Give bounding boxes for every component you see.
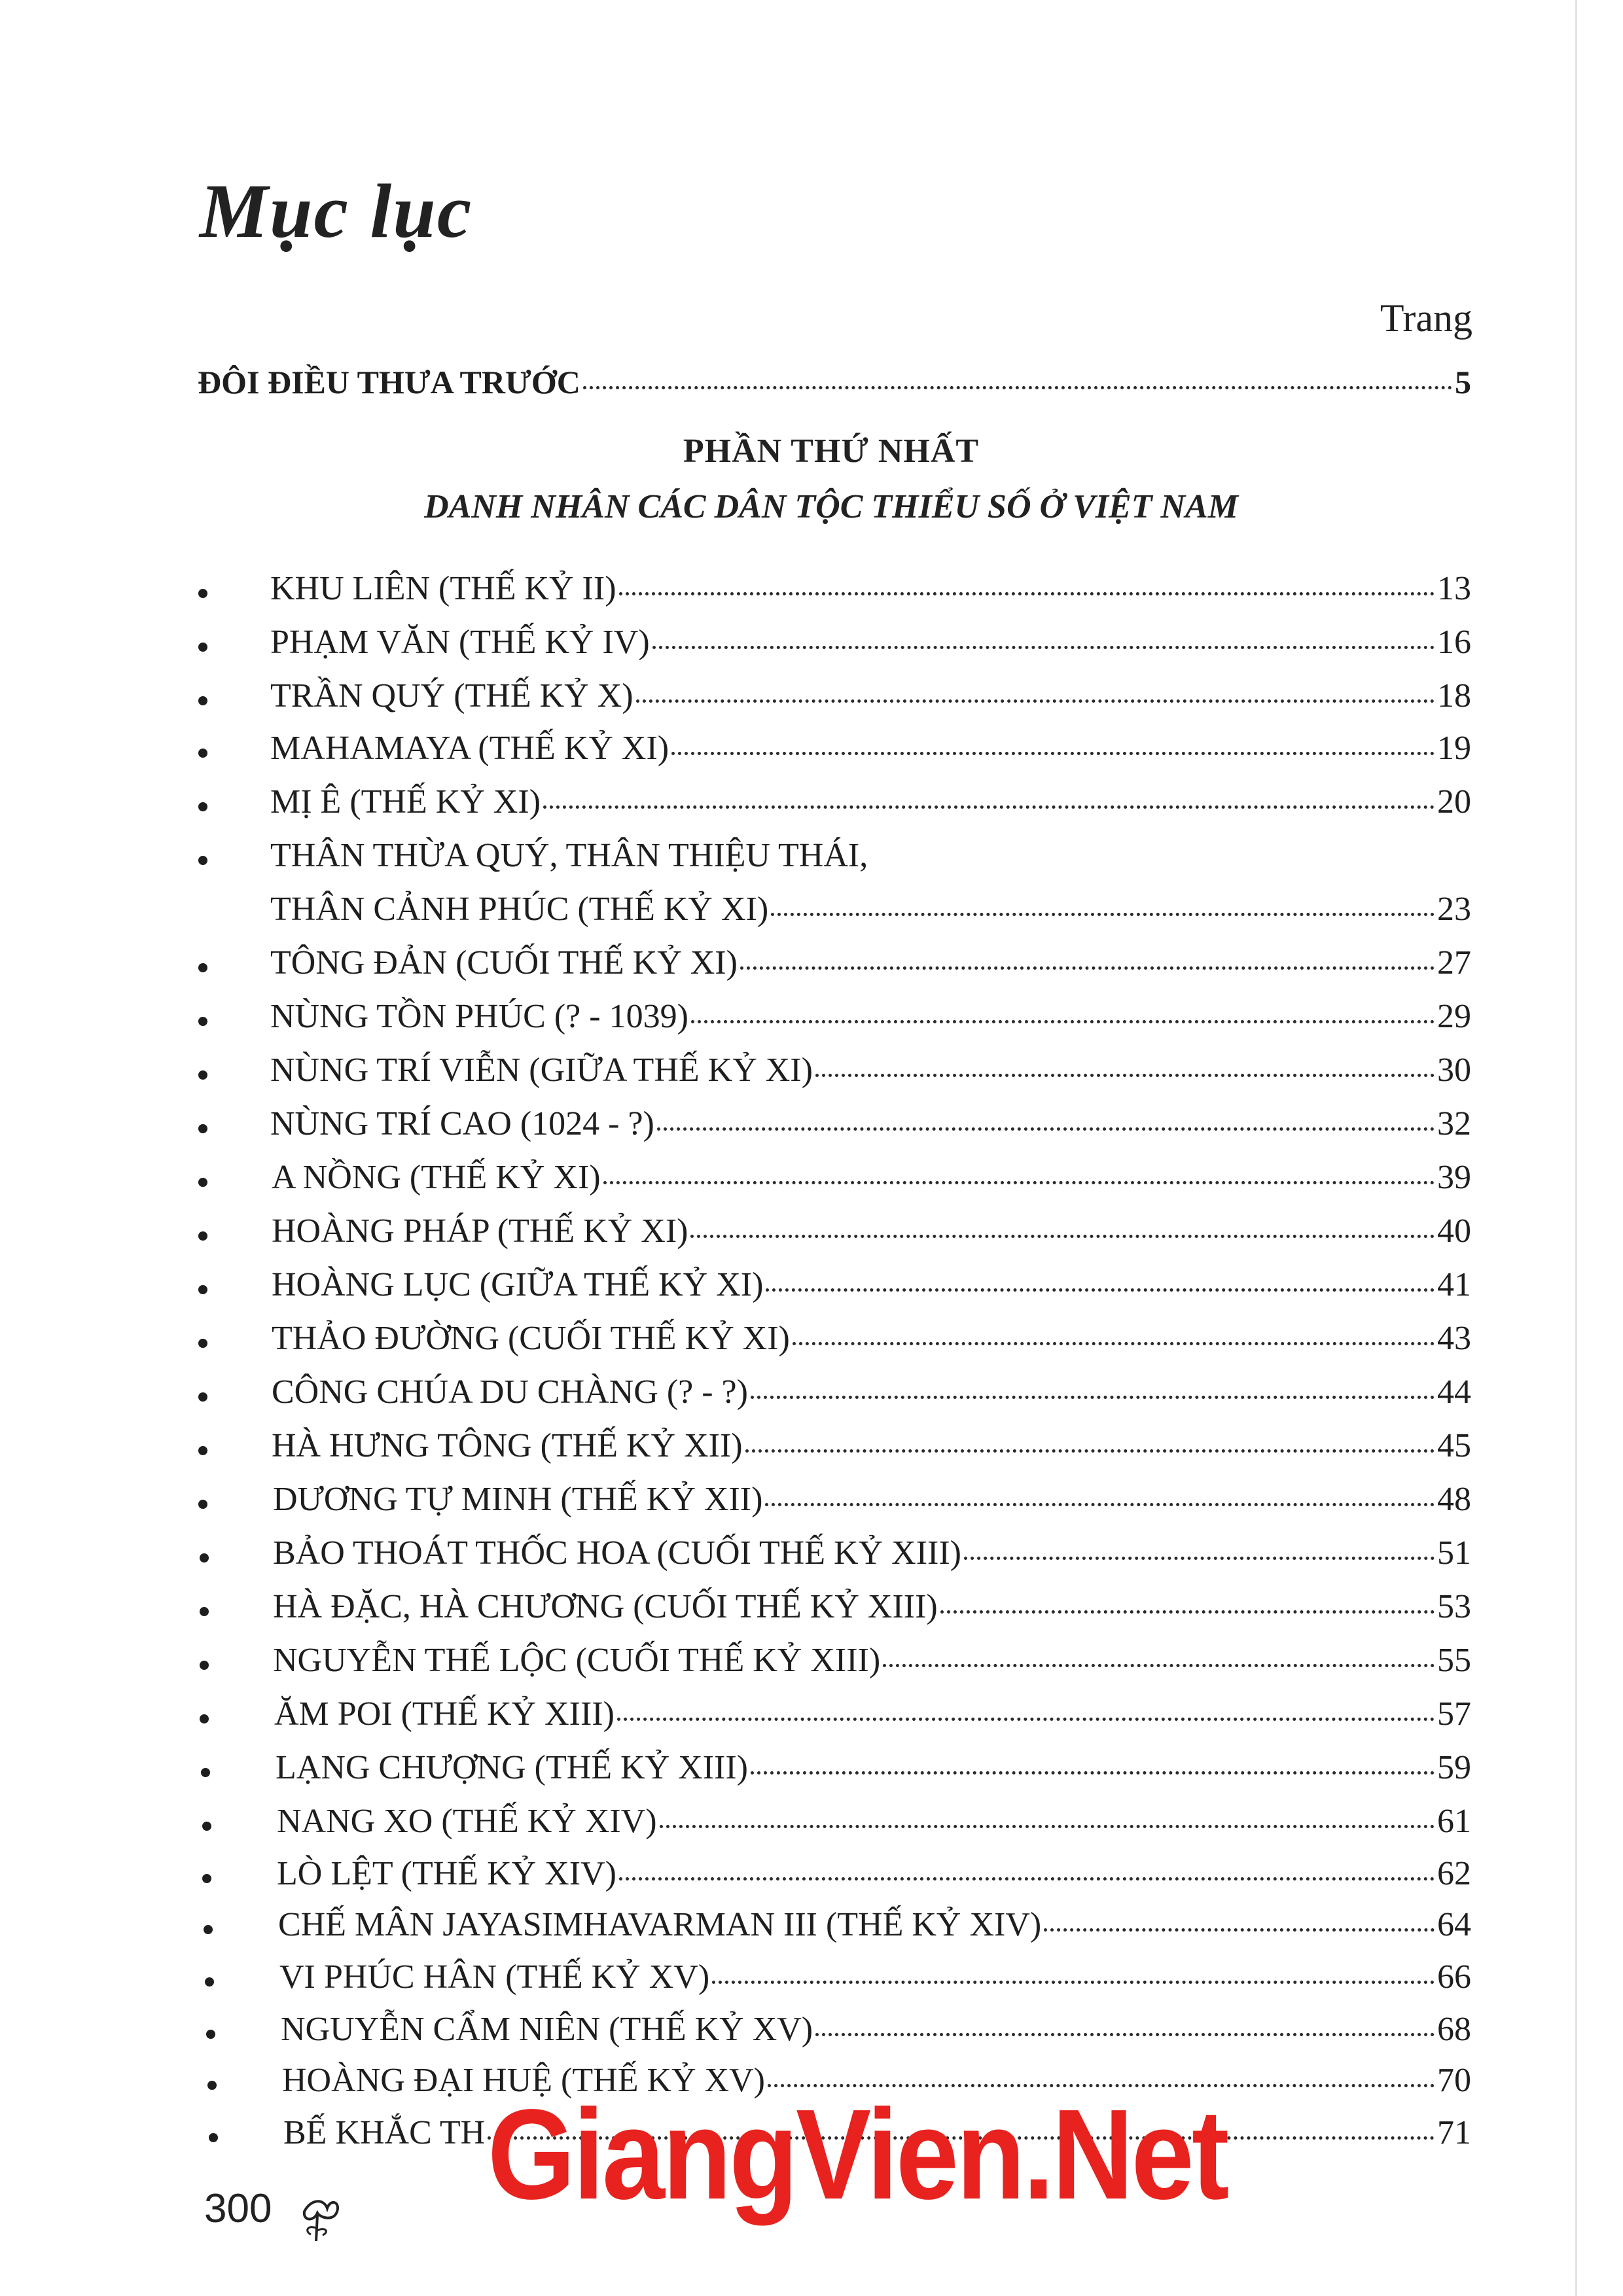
- toc-entry[interactable]: [276, 1748, 1471, 1787]
- toc-intro-row[interactable]: [198, 363, 1471, 401]
- toc-entry-label: ĂM POI (THẾ KỶ XIII): [274, 1695, 615, 1733]
- toc-entry[interactable]: [281, 2010, 1471, 2049]
- toc-entry[interactable]: [272, 1319, 1471, 1358]
- dot-leader: [690, 1235, 1435, 1238]
- bullet-icon: [202, 1874, 211, 1883]
- bullet-icon: [200, 1607, 209, 1616]
- dot-leader: [964, 1557, 1435, 1560]
- toc-entry[interactable]: [273, 1641, 1471, 1680]
- toc-entry[interactable]: [277, 1854, 1471, 1893]
- toc-entry[interactable]: [273, 1534, 1471, 1572]
- page-column-header: Trang: [1380, 296, 1472, 340]
- toc-entry[interactable]: [270, 890, 1471, 928]
- toc-entry-first-line[interactable]: [270, 836, 1471, 875]
- page-title: Mục lục: [200, 168, 473, 254]
- toc-entry-label: NÙNG TRÍ VIỄN (GIỮA THẾ KỶ XI): [270, 1051, 813, 1089]
- dot-leader: [793, 1342, 1435, 1345]
- toc-entry-label: HÀ ĐẶC, HÀ CHƯƠNG (CUỐI THẾ KỶ XIII): [273, 1588, 938, 1625]
- toc-entry-page: 39: [1437, 1159, 1471, 1196]
- toc-entry-label: BẾ KHẮC TH: [283, 2114, 486, 2151]
- scan-edge: [1575, 0, 1577, 2296]
- bullet-icon: [198, 749, 207, 758]
- bullet-icon: [205, 1977, 214, 1987]
- toc-entry-page: 45: [1437, 1427, 1471, 1464]
- dot-leader: [691, 1020, 1435, 1023]
- dot-leader: [883, 1664, 1435, 1667]
- bullet-icon: [204, 1925, 213, 1934]
- toc-intro-label: ĐÔI ĐIỀU THƯA TRƯỚC: [198, 364, 580, 400]
- bullet-icon: [198, 1392, 207, 1402]
- toc-entry[interactable]: [278, 1905, 1471, 1944]
- bullet-icon: [206, 2030, 215, 2039]
- toc-entry-label: THẢO ĐƯỜNG (CUỐI THẾ KỶ XI): [272, 1320, 790, 1357]
- bullet-icon: [198, 1446, 207, 1455]
- toc-entry[interactable]: [270, 623, 1471, 662]
- dot-leader: [657, 1127, 1435, 1131]
- toc-entry-page: 51: [1437, 1534, 1471, 1572]
- toc-entry[interactable]: [270, 1051, 1471, 1089]
- page-number: 300: [204, 2186, 272, 2231]
- toc-entry[interactable]: [272, 1426, 1471, 1465]
- bullet-icon: [198, 696, 207, 705]
- toc-intro-page: 5: [1455, 364, 1471, 400]
- toc-entry-page: 20: [1437, 783, 1471, 821]
- dot-leader: [740, 966, 1435, 970]
- bullet-icon: [198, 1285, 207, 1294]
- toc-entry-label: LẠNG CHƯỢNG (THẾ KỶ XIII): [276, 1749, 748, 1786]
- toc-entry-page: 44: [1437, 1373, 1471, 1411]
- toc-entry[interactable]: [270, 1104, 1471, 1143]
- toc-entry[interactable]: [270, 729, 1471, 768]
- toc-entry-label: MAHAMAYA (THẾ KỶ XI): [270, 730, 669, 767]
- bullet-icon: [207, 2081, 217, 2090]
- dot-leader: [766, 1288, 1435, 1292]
- toc-entry[interactable]: [272, 1158, 1471, 1197]
- dot-leader: [660, 1825, 1435, 1828]
- part-label: PHẦN THỨ NHẤT: [683, 433, 980, 470]
- bullet-icon: [200, 1661, 209, 1670]
- toc-entry-page: 57: [1437, 1695, 1471, 1733]
- toc-entry-page: 48: [1437, 1481, 1471, 1518]
- bullet-icon: [201, 1768, 210, 1777]
- toc-entry[interactable]: [273, 1480, 1471, 1519]
- bullet-icon: [198, 1178, 207, 1187]
- toc-entry-page: 16: [1437, 624, 1471, 661]
- toc-entry-page: 19: [1437, 730, 1471, 767]
- toc-entry-label: HOÀNG LỤC (GIỮA THẾ KỶ XI): [272, 1266, 764, 1303]
- bullet-icon: [202, 1822, 211, 1831]
- dot-leader: [712, 1981, 1435, 1984]
- toc-entry-label: PHẠM VĂN (THẾ KỶ IV): [270, 624, 650, 661]
- bullet-icon: [198, 963, 207, 972]
- toc-entry-page: 66: [1437, 1958, 1471, 1996]
- toc-entry-label: TRẦN QUÝ (THẾ KỶ X): [270, 677, 633, 715]
- bullet-icon: [209, 2133, 218, 2142]
- toc-entry-page: 30: [1437, 1051, 1471, 1089]
- toc-entry-page: 27: [1437, 944, 1471, 981]
- toc-entry-label: THÂN CẢNH PHÚC (THẾ KỶ XI): [270, 891, 769, 928]
- toc-entry-label: NANG XO (THẾ KỶ XIV): [277, 1803, 657, 1840]
- dot-leader: [745, 1449, 1435, 1453]
- toc-entry-label: HÀ HƯNG TÔNG (THẾ KỶ XII): [272, 1427, 743, 1464]
- bullet-icon: [198, 1231, 207, 1241]
- toc-entry-page: 40: [1437, 1212, 1471, 1250]
- dot-leader: [636, 699, 1435, 703]
- toc-entry-page: 43: [1437, 1320, 1471, 1357]
- toc-entry[interactable]: [272, 1265, 1471, 1304]
- toc-entry[interactable]: [272, 1373, 1471, 1411]
- toc-entry[interactable]: [270, 997, 1471, 1036]
- bullet-icon: [200, 1714, 209, 1723]
- toc-entry-label: HOÀNG PHÁP (THẾ KỶ XI): [272, 1212, 688, 1250]
- dot-leader: [543, 805, 1435, 809]
- toc-entry-label: NÙNG TỒN PHÚC (? - 1039): [270, 998, 688, 1035]
- toc-entry-label: HOÀNG ĐẠI HUỆ (THẾ KỶ XV): [282, 2062, 765, 2099]
- toc-entry-label: THÂN THỪA QUÝ, THÂN THIỆU THÁI,: [270, 837, 868, 874]
- watermark: GiangVien.Net: [488, 2083, 1227, 2226]
- bullet-icon: [200, 1553, 209, 1563]
- toc-entry[interactable]: [273, 1587, 1471, 1626]
- toc-entry-page: 32: [1437, 1105, 1471, 1142]
- toc-entry-label: CÔNG CHÚA DU CHÀNG (? - ?): [272, 1373, 748, 1411]
- bullet-icon: [198, 1339, 207, 1348]
- dot-leader: [751, 1396, 1435, 1399]
- dot-leader: [583, 386, 1452, 389]
- toc-entry-label: NGUYỄN THẾ LỘC (CUỐI THẾ KỶ XIII): [273, 1642, 881, 1679]
- toc-entry-label: NÙNG TRÍ CAO (1024 - ?): [270, 1105, 654, 1142]
- dot-leader: [671, 752, 1435, 755]
- toc-entry-page: 59: [1437, 1749, 1471, 1786]
- toc-entry-label: NGUYỄN CẨM NIÊN (THẾ KỶ XV): [281, 2011, 813, 2048]
- toc-entry-label: LÒ LỆT (THẾ KỶ XIV): [277, 1855, 616, 1892]
- dot-leader: [619, 1877, 1435, 1881]
- toc-entry[interactable]: [270, 783, 1471, 821]
- dot-leader: [765, 1503, 1435, 1506]
- bullet-icon: [198, 802, 207, 811]
- dot-leader: [815, 1074, 1435, 1077]
- dot-leader: [751, 1771, 1435, 1775]
- toc-entry[interactable]: [270, 944, 1471, 982]
- toc-entry-page: 23: [1437, 891, 1471, 928]
- toc-entry-label: KHU LIÊN (THẾ KỶ II): [270, 570, 616, 607]
- toc-entry-label: BẢO THOÁT THỐC HOA (CUỐI THẾ KỶ XIII): [273, 1534, 961, 1572]
- toc-entry-label: CHẾ MÂN JAYASIMHAVARMAN III (THẾ KỶ XIV): [278, 1906, 1042, 1943]
- dot-leader: [652, 646, 1435, 649]
- toc-entry-page: 64: [1437, 1906, 1471, 1943]
- toc-entry-page: 18: [1437, 677, 1471, 715]
- toc-entry-label: TÔNG ĐẢN (CUỐI THẾ KỶ XI): [270, 944, 738, 981]
- flower-ornament-icon: [298, 2185, 344, 2244]
- toc-entry-page: 70: [1437, 2062, 1471, 2099]
- toc-entry-page: 71: [1437, 2114, 1471, 2151]
- toc-entry-page: 13: [1437, 570, 1471, 607]
- dot-leader: [815, 2033, 1435, 2036]
- part-title: DANH NHÂN CÁC DÂN TỘC THIỂU SỐ Ở VIỆT NAM: [424, 488, 1238, 525]
- toc-entry-page: 68: [1437, 2011, 1471, 2048]
- toc-entry[interactable]: [270, 677, 1471, 715]
- toc-entry-page: 29: [1437, 998, 1471, 1035]
- dot-leader: [771, 913, 1435, 916]
- dot-leader: [619, 592, 1435, 595]
- toc-entry[interactable]: [277, 1802, 1471, 1841]
- bullet-icon: [198, 1070, 207, 1080]
- toc-entry[interactable]: [272, 1212, 1471, 1250]
- toc-entry-label: DƯƠNG TỰ MINH (THẾ KỶ XII): [273, 1481, 763, 1518]
- dot-leader: [1044, 1928, 1435, 1932]
- toc-entry-page: 61: [1437, 1803, 1471, 1840]
- toc-entry-label: MỊ Ê (THẾ KỶ XI): [270, 783, 541, 821]
- toc-entry-page: 41: [1437, 1266, 1471, 1303]
- bullet-icon: [198, 643, 207, 652]
- bullet-icon: [198, 1500, 207, 1509]
- dot-leader: [603, 1181, 1435, 1184]
- bullet-icon: [198, 856, 207, 865]
- bullet-icon: [198, 589, 207, 598]
- toc-entry-label: A NỒNG (THẾ KỶ XI): [272, 1159, 601, 1196]
- toc-entry-label: VI PHÚC HÂN (THẾ KỶ XV): [279, 1958, 710, 1996]
- toc-entry[interactable]: [270, 569, 1471, 608]
- toc-entry-page: 62: [1437, 1855, 1471, 1892]
- toc-entry-page: 53: [1437, 1588, 1471, 1625]
- dot-leader: [617, 1718, 1435, 1721]
- toc-entry[interactable]: [274, 1695, 1471, 1733]
- dot-leader: [940, 1610, 1435, 1614]
- bullet-icon: [198, 1017, 207, 1026]
- bullet-icon: [198, 1124, 207, 1133]
- toc-entry-page: 55: [1437, 1642, 1471, 1679]
- toc-entry[interactable]: [279, 1958, 1471, 1996]
